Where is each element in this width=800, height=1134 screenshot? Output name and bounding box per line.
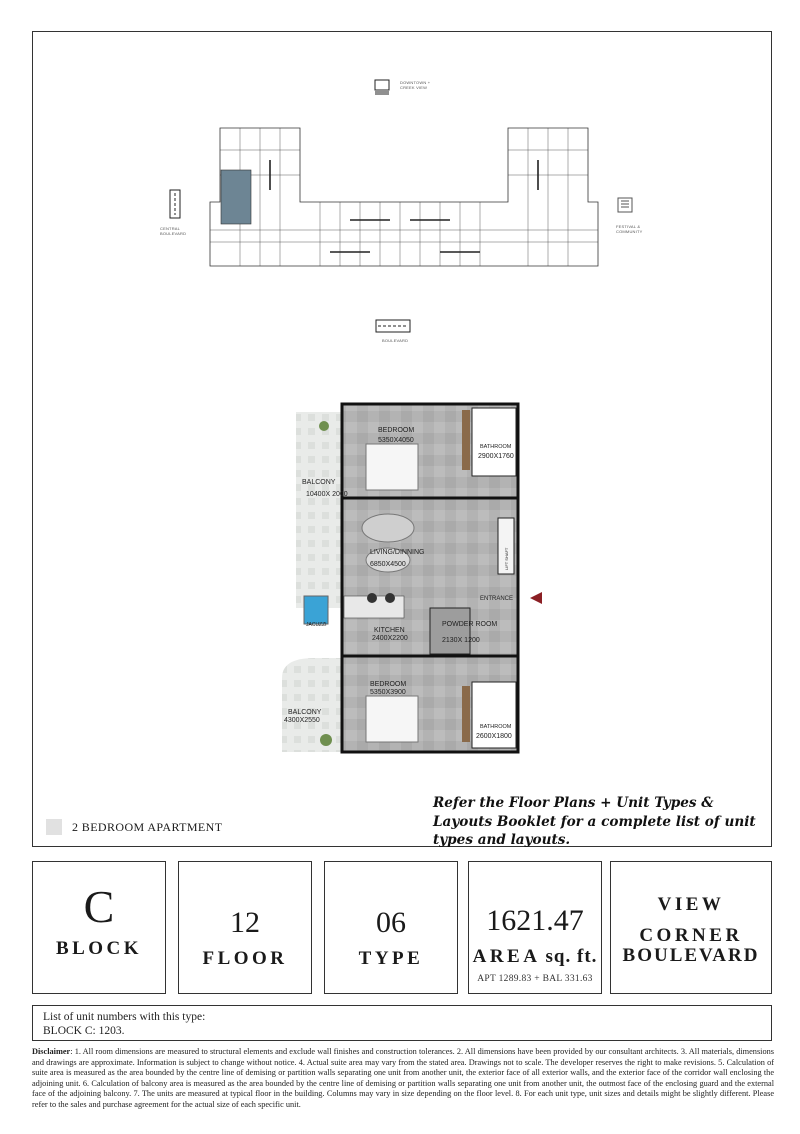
room-label: BEDROOM [370, 681, 407, 688]
room-label: BALCONY [288, 709, 322, 716]
south-label: BOULEVARD [382, 338, 409, 343]
key-plan [140, 70, 680, 350]
room-dims: 2130X 1200 [442, 637, 480, 644]
disclaimer [32, 1047, 774, 1111]
room-dims: 5350X3900 [370, 689, 406, 696]
plant [320, 734, 332, 746]
floor-value: 12 [230, 906, 260, 939]
view-value-line2: BOULEVARD [622, 945, 760, 966]
north-label: DOWNTOWN + CREEK VIEW [400, 80, 431, 90]
view-value-line1: CORNER [639, 925, 743, 946]
legend-swatch [46, 819, 62, 835]
disclaimer-text: : 1. All room dimensions are measured to structural elements and exclude wall finishes and construction tolerances. 2. All dimensions have been provided by our consultant architects. 3. All materials, dimensions and drawings are approximate. Information is subject to change without notice. 4. Actual suite area may vary from the stated area. Drawings not to scale. The developer reserves the right to make revisions. 5. Calculation of suite area is measured as the area bounded by the centre line of demising or partition walls separating one unit from another unit, the exterior face of all exterior walls, and the exterior face of the corridor wall enclosing the adjoining unit. 6. Calculation of balcony area is measured as the area bounded by the centre line of demising or partition walls separating one unit from another unit, the outmost face of the enclosing guard and the external face of the adjoining balcony. 7. The units are measured at typical floor in the building. Columns may vary in size depending on the floor level. 8. For each unit type, unit sizes and details might be slightly different. Please refer to the sales and purchase agreement for the actual size of each specific unit. [32, 1047, 774, 1109]
unit-list-heading: List of unit numbers with this type: [43, 1011, 206, 1023]
room-label: LIVING/DINNING [370, 549, 425, 556]
area-value: 1621.47 [486, 904, 584, 937]
jacuzzi [304, 596, 328, 624]
room-label: JACUZZI [306, 622, 327, 628]
room-dims: 4300X2550 [284, 717, 320, 724]
building-outline [210, 128, 598, 266]
building-icon-east [618, 198, 632, 212]
balcony-top [296, 412, 342, 608]
building-view-icon [375, 80, 389, 94]
reference-note: Refer the Floor Plans + Unit Types & Layouts Booklet for a complete list of unit types and layouts. [433, 795, 756, 848]
area-breakdown: APT 1289.83 + BAL 331.63 [477, 974, 593, 984]
bed-bottom [366, 696, 418, 742]
wardrobe-bottom [462, 686, 470, 742]
area-box [468, 861, 602, 994]
sofa [362, 514, 414, 542]
room-dims: 5350X4050 [378, 437, 414, 444]
unit-floor-plan [280, 400, 560, 760]
room-dims: 6850X4500 [370, 561, 406, 568]
unit-list-box [32, 1005, 772, 1041]
floor-box [178, 861, 312, 994]
road-icon-south [376, 320, 410, 332]
room-label: BATHROOM [480, 444, 512, 450]
balcony-bottom [282, 658, 342, 752]
view-label: VIEW [657, 894, 725, 915]
room-label: POWDER ROOM [442, 621, 498, 628]
bathroom-top [472, 408, 516, 476]
room-label: BALCONY [302, 479, 336, 486]
plant [319, 421, 329, 431]
view-box [610, 861, 772, 994]
west-label: CENTRAL BOULEVARD [160, 226, 187, 236]
room-label: ENTRANCE [480, 596, 514, 602]
room-dims: 2400X2200 [372, 635, 408, 642]
stool [385, 593, 395, 603]
block-label: BLOCK [55, 938, 143, 959]
type-value: 06 [376, 906, 406, 939]
legend [46, 819, 222, 835]
room-dims: 2900X1760 [478, 453, 514, 460]
wardrobe-top [462, 410, 470, 470]
room-label: KITCHEN [374, 627, 405, 634]
disclaimer-heading: Disclaimer [32, 1047, 71, 1056]
shaft-label: LIFT SHAFT [504, 547, 509, 570]
type-label: TYPE [358, 948, 424, 969]
room-dims: 10400X 2000 [306, 491, 348, 498]
area-unit: sq. ft. [545, 946, 598, 967]
stool [367, 593, 377, 603]
room-label: BATHROOM [480, 724, 512, 730]
road-icon-west [170, 190, 180, 218]
east-label: FESTIVAL & COMMUNITY [616, 224, 643, 234]
area-label: AREA [472, 946, 541, 967]
block-value: C [83, 881, 115, 932]
highlighted-unit [221, 170, 251, 224]
block-box [32, 861, 166, 994]
type-box [324, 861, 458, 994]
entrance-arrow [530, 592, 542, 604]
room-label: BEDROOM [378, 427, 415, 434]
unit-list-value: BLOCK C: 1203. [43, 1025, 125, 1037]
legend-label: 2 BEDROOM APARTMENT [72, 819, 223, 834]
bed-top [366, 444, 418, 490]
powder-room [430, 608, 470, 654]
room-dims: 2600X1800 [476, 733, 512, 740]
floor-label: FLOOR [202, 948, 288, 969]
